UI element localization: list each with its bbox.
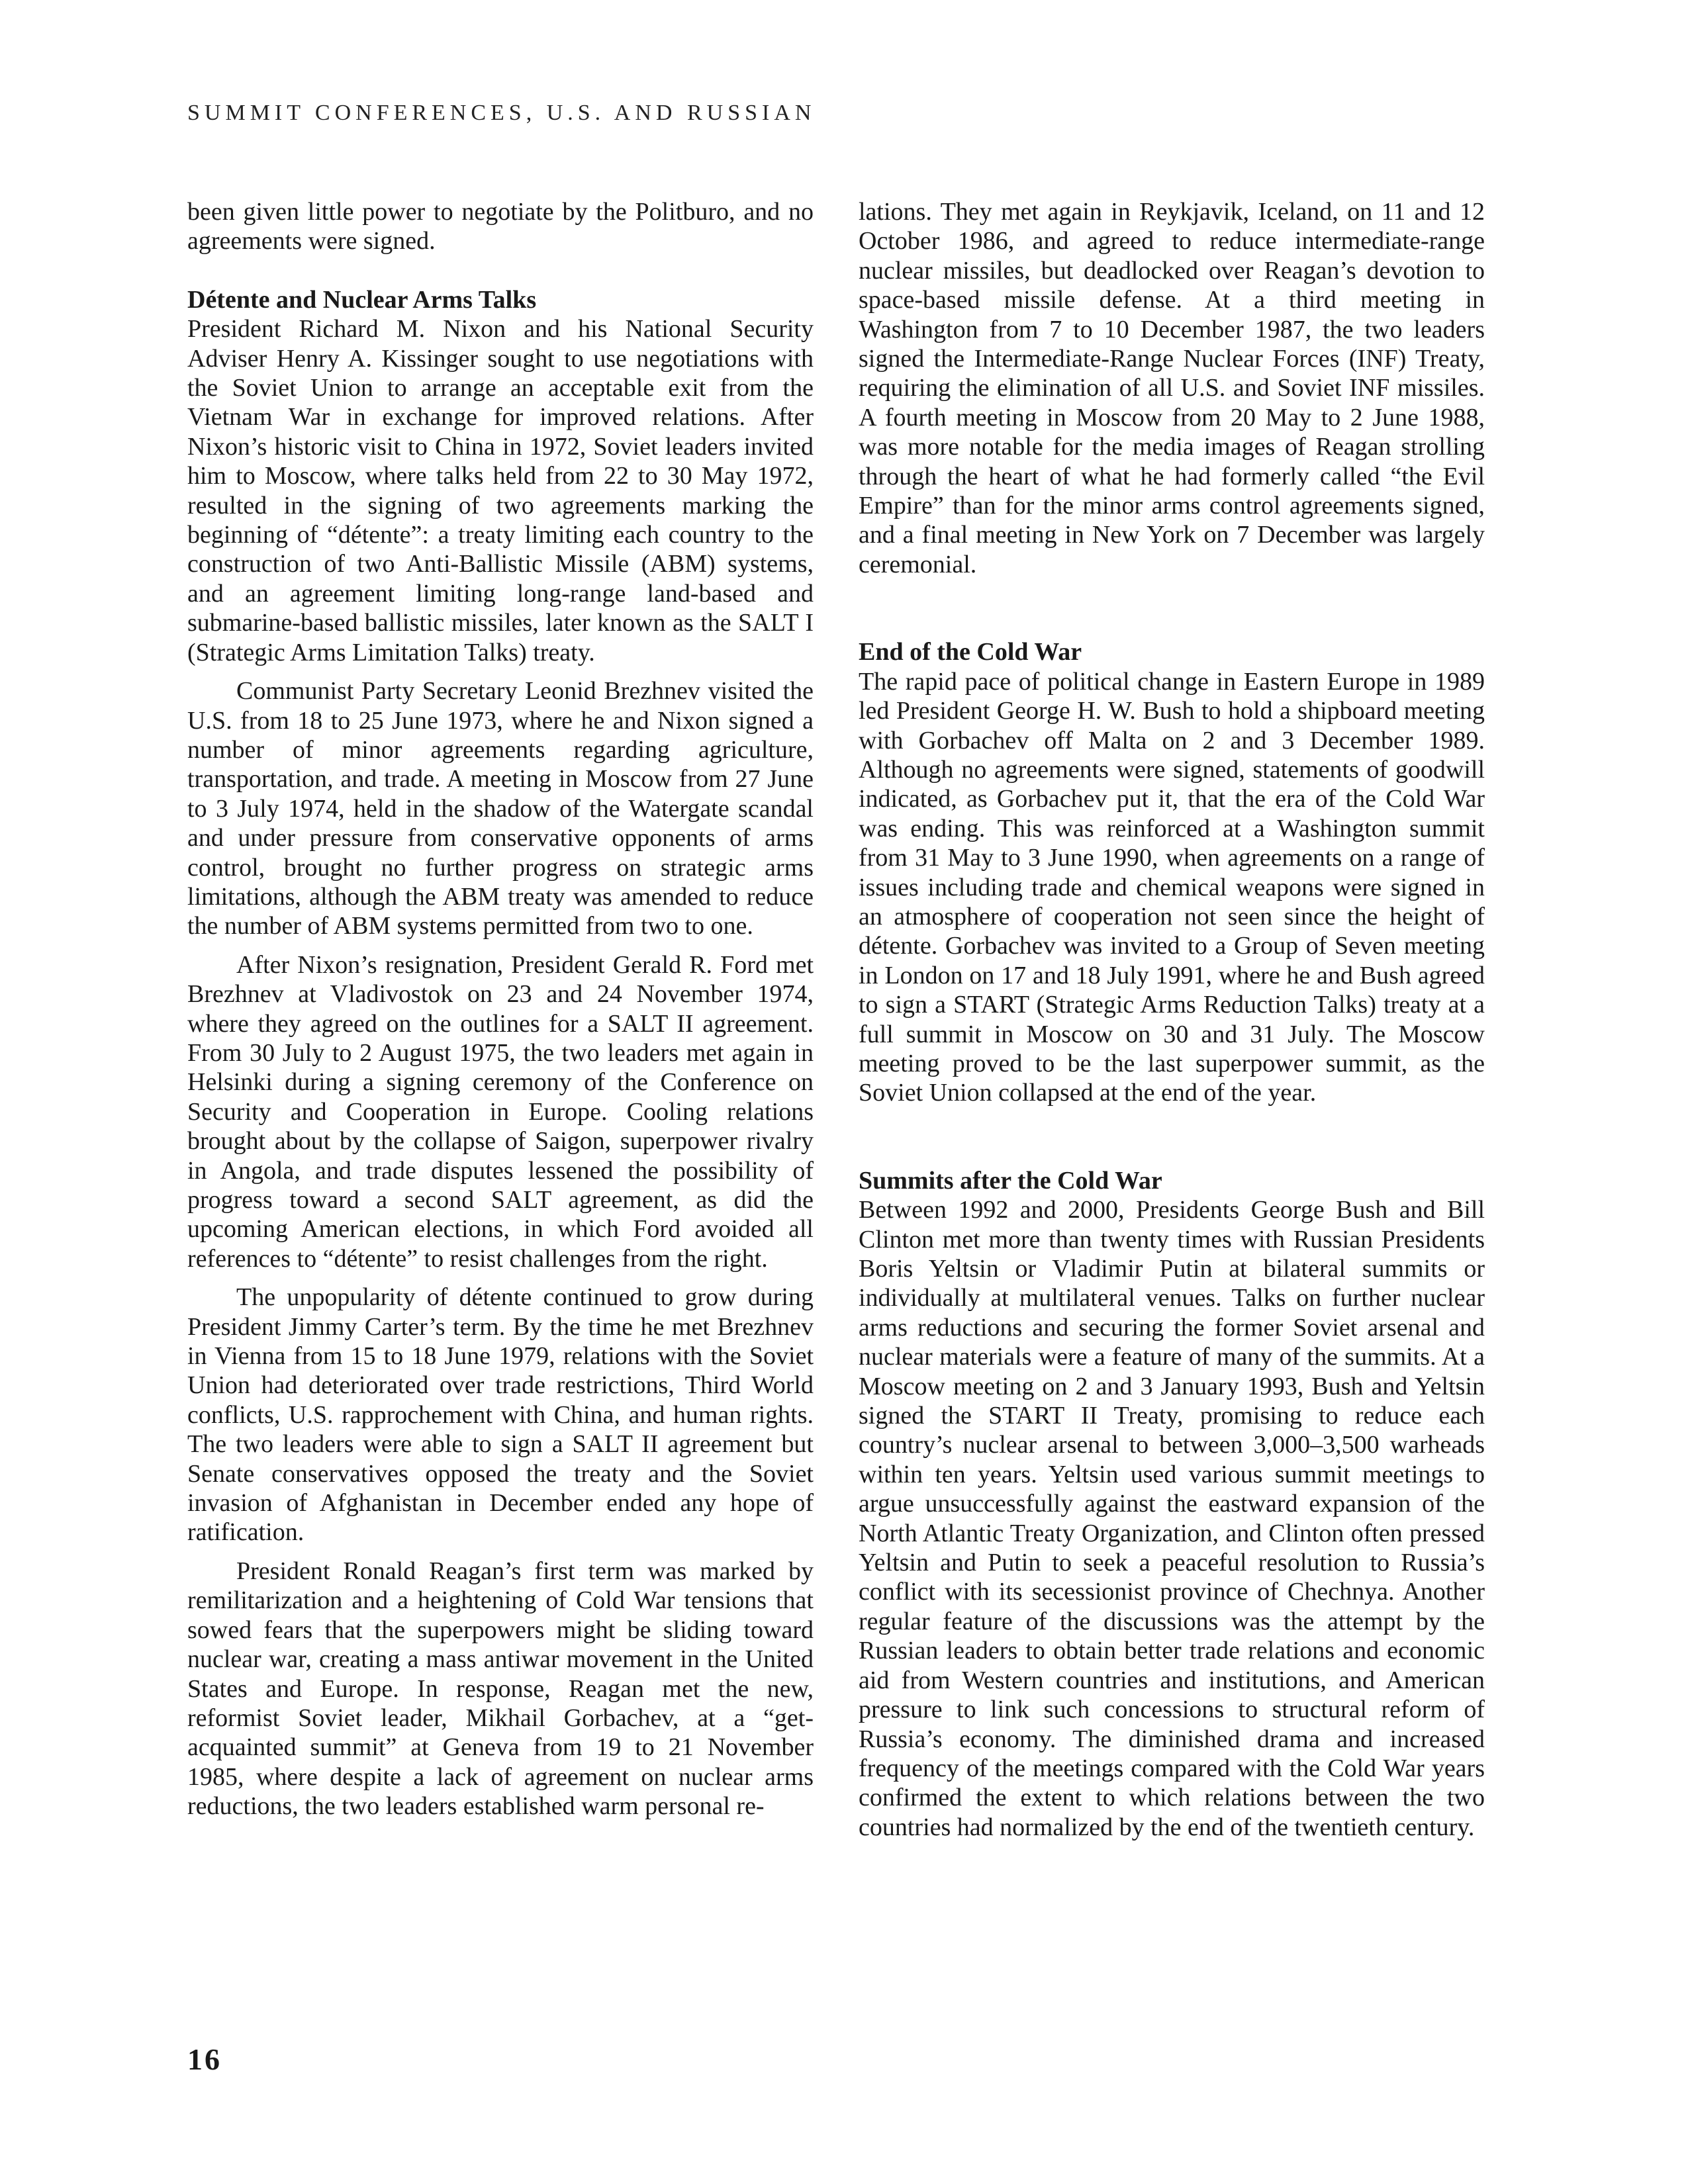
paragraph-continued: lations. They met again in Reykjavik, Iceland, on 11 and 12 October 1986, and agreed to reduce intermediate-range nuclear missiles, but deadlocked over Reagan’s devotion to space-based missile defense. At a third meeting in Washington from 7 to 10 December 1987, the two leaders signed the Intermediate-Range Nuclear Forces (INF) Treaty, requiring the elimination of all U.S. and Soviet INF missiles. A fourth meeting in Moscow from 20 May to 2 June 1988, was more notable for the media images of Reagan strolling through the heart of what he had formerly called “the Evil Empire” than for the minor arms control agreements signed, and a final meeting in New York on 7 December was largely ceremonial. xyxy=(859,198,1485,578)
heading-after-cold-war: Summits after the Cold War xyxy=(859,1166,1162,1195)
paragraph-intro: been given little power to negotiate by the Politburo, and no agreements were signed. xyxy=(187,198,814,255)
paragraph-detente-4: The unpopularity of détente continued to grow during President Jimmy Carter’s term. By the time he met Brezhnev in Vienna from 15 to 18 June 1979, relations with the Soviet Union had deteriorated over trade restrictions, Third World conflicts, U.S. rapprochement with China, and human rights. The two leaders were able to sign a SALT II agreement but Senate conservatives opposed the treaty and the Soviet invasion of Afghanistan in December ended any hope of ratification. xyxy=(187,1283,814,1547)
paragraph-detente-1: President Richard M. Nixon and his National Security Adviser Henry A. Kissinger sought to use negotiations with the Soviet Union to arrange an acceptable exit from the Vietnam War in exchange for improved relations. After Nixon’s historic visit to China in 1972, Soviet leaders invited him to Moscow, where talks held from 22 to 30 May 1972, resulted in the signing of two agreements marking the beginning of “détente”: a treaty limiting each country to the construction of two Anti-Ballistic Missile (ABM) systems, and an agreement limiting long-range land-based and submarine-based ballistic missiles, later known as the SALT I (Strategic Arms Limitation Talks) treaty. xyxy=(187,315,814,666)
paragraph-after-cold-war: Between 1992 and 2000, Presidents George Bush and Bill Clinton met more than twenty times with Russian Presidents Boris Yeltsin or Vladimir Putin at bilateral summits or individually at multilateral venues. Talks on further nuclear arms reductions and securing the former Soviet arsenal and nuclear materials were a feature of many of the summits. At a Moscow meeting on 2 and 3 January 1993, Bush and Yeltsin signed the START II Treaty, promising to reduce each country’s nuclear arsenal to between 3,000–3,500 warheads within ten years. Yeltsin used various summit meetings to argue unsuccessfully against the eastward expansion of the North Atlantic Treaty Organization, and Clinton often pressed Yeltsin and Putin to seek a peaceful resolution to Russia’s conflict with its secessionist province of Chechnya. Another regular feature of the discussions was the attempt by the Russian leaders to obtain better trade relations and economic aid from Western countries and institutions, and American pressure to link such concessions to structural reform of Russia’s economy. The diminished drama and increased frequency of the meetings compared with the Cold War years confirmed the extent to which relations between the two countries had normalized by the end of the twentieth century. xyxy=(859,1196,1485,1841)
spacer xyxy=(187,256,814,285)
heading-detente: Détente and Nuclear Arms Talks xyxy=(187,285,537,314)
spacer xyxy=(859,1108,1485,1166)
paragraph-detente-2: Communist Party Secretary Leonid Brezhnev visited the U.S. from 18 to 25 June 1973, where he and Nixon signed a number of minor agreements regarding agriculture, transportation, and trade. A meeting in Moscow from 27 June to 3 July 1974, held in the shadow of the Watergate scandal and under pressure from conservative opponents of arms control, brought no further progress on strategic arms limitations, although the ABM treaty was amended to reduce the number of ABM systems permitted from two to one. xyxy=(187,677,814,940)
page-number: 16 xyxy=(187,2042,222,2076)
left-column xyxy=(187,197,814,1821)
paragraph-detente-5: President Ronald Reagan’s first term was marked by remilitarization and a heightening of Cold War tensions that sowed fears that the superpowers might be sliding toward nuclear war, creating a mass antiwar movement in the United States and Europe. In response, Reagan met the new, reformist Soviet leader, Mikhail Gorbachev, at a “get-acquainted summit” at Geneva from 19 to 21 November 1985, where despite a lack of agreement on nuclear arms reductions, the two leaders established warm personal re- xyxy=(187,1557,814,1821)
paragraph-detente-3: After Nixon’s resignation, President Gerald R. Ford met Brezhnev at Vladivostok on 23 and 24 November 1974, where they agreed on the outlines for a SALT II agreement. From 30 July to 2 August 1975, the two leaders met again in Helsinki during a signing ceremony of the Conference on Security and Cooperation in Europe. Cooling relations brought about by the collapse of Saigon, superpower rivalry in Angola, and trade disputes lessened the possibility of progress toward a second SALT agreement, as did the upcoming American elections, in which Ford avoided all references to “détente” to resist challenges from the right. xyxy=(187,950,814,1273)
spacer xyxy=(859,579,1485,637)
running-head: SUMMIT CONFERENCES, U.S. AND RUSSIAN xyxy=(187,101,816,125)
right-column xyxy=(859,197,1485,1842)
paragraph-end-cold-war: The rapid pace of political change in Eastern Europe in 1989 led President George H. W. Bush to hold a shipboard meeting with Gorbachev off Malta on 2 and 3 December 1989. Although no agreements were signed, statements of goodwill indicated, as Gorbachev put it, that the era of the Cold War was ending. This was reinforced at a Washington summit from 31 May to 3 June 1990, when agreements on a range of issues including trade and chemical weapons were signed in an atmosphere of cooperation not seen since the height of détente. Gorbachev was invited to a Group of Seven meeting in London on 17 and 18 July 1991, where he and Bush agreed to sign a START (Strategic Arms Reduction Talks) treaty at a full summit in Moscow on 30 and 31 July. The Moscow meeting proved to be the last superpower summit, as the Soviet Union collapsed at the end of the year. xyxy=(859,667,1485,1107)
heading-end-cold-war: End of the Cold War xyxy=(859,638,1082,666)
